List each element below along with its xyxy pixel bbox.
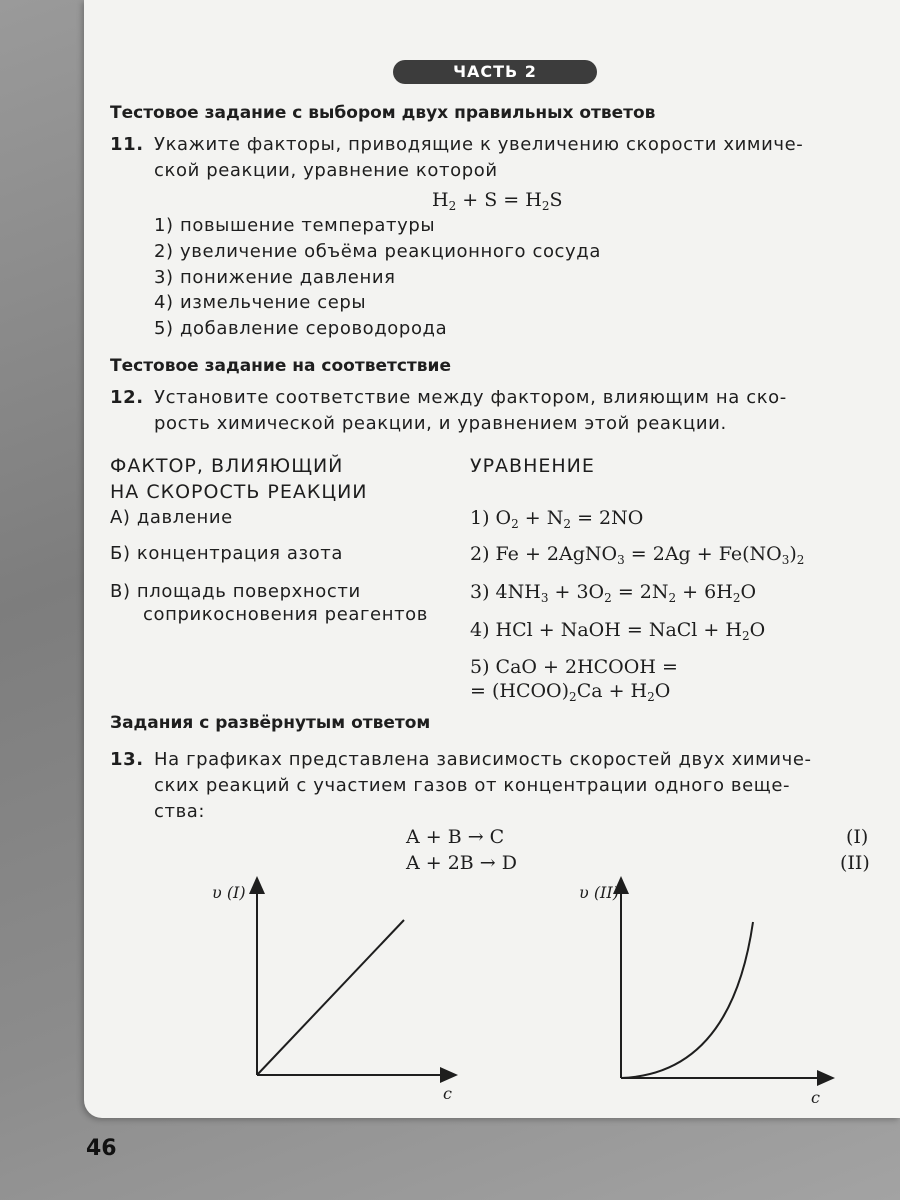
page-number: 46 bbox=[86, 1136, 117, 1161]
graph-ii-curve bbox=[621, 922, 753, 1078]
reaction-1: A + B → C bbox=[406, 826, 505, 848]
factor-header-line1: ФАКТОР, ВЛИЯЮЩИЙ bbox=[110, 455, 344, 477]
q11-option-3: 3) понижение давления bbox=[154, 267, 396, 288]
graph-ii-x-label: c bbox=[811, 1088, 820, 1107]
q11-option-2: 2) увеличение объёма реакционного сосуда bbox=[154, 241, 601, 262]
graph-ii bbox=[575, 878, 840, 1108]
graph-ii-svg bbox=[575, 878, 840, 1108]
factor-c-line1: В) площадь поверхности bbox=[110, 581, 361, 602]
factor-b: Б) концентрация азота bbox=[110, 543, 344, 564]
reaction-2: A + 2B → D bbox=[406, 852, 518, 874]
q11-number: 11. bbox=[110, 134, 144, 155]
reaction-2-label: (II) bbox=[840, 852, 870, 874]
q13-line3: ства: bbox=[154, 801, 206, 822]
q11-option-1: 1) повышение температуры bbox=[154, 215, 436, 236]
equation-header: УРАВНЕНИЕ bbox=[470, 455, 595, 477]
q13-line2: ских реакций с участием газов от концентрации одного веще- bbox=[154, 775, 791, 796]
equation-5-line1: 5) CaO + 2HCOOH = bbox=[470, 656, 678, 678]
q12-line1: Установите соответствие между фактором, влияющим на ско- bbox=[154, 387, 787, 408]
equation-3: 3) $4NH_3 + 3O_2 = 2N_2 + 6H_2O$ bbox=[470, 581, 757, 605]
graph-i-curve bbox=[257, 920, 404, 1075]
q11-option-4: 4) измельчение серы bbox=[154, 292, 367, 313]
factor-c-line2: соприкосновения реагентов bbox=[143, 604, 428, 625]
q11-line2: ской реакции, уравнение которой bbox=[154, 160, 498, 181]
equation-4: 4) HCl + NaOH = NaCl + $H_2O$ bbox=[470, 619, 766, 643]
q12-number: 12. bbox=[110, 387, 144, 408]
q11-line1: Укажите факторы, приводящие к увеличению скорости химиче- bbox=[154, 134, 804, 155]
equation-2: 2) Fe + 2AgNO$_3$ = $2Ag + Fe(NO_3)_2$ bbox=[470, 543, 805, 567]
graph-i bbox=[200, 878, 460, 1108]
section3-title: Задания с развёрнутым ответом bbox=[110, 713, 431, 733]
equation-1: 1) $O_2 + N_2 = 2NO$ bbox=[470, 507, 644, 531]
section2-title: Тестовое задание на соответствие bbox=[110, 356, 451, 376]
equation-5-line2: = $(HCOO)_2Ca + H_2O$ bbox=[470, 680, 671, 704]
graph-i-x-label: c bbox=[443, 1084, 452, 1103]
part-banner: ЧАСТЬ 2 bbox=[393, 60, 597, 84]
section1-title: Тестовое задание с выбором двух правильных ответов bbox=[110, 103, 656, 123]
q11-option-5: 5) добавление сероводорода bbox=[154, 318, 448, 339]
q13-number: 13. bbox=[110, 749, 144, 770]
factor-a: А) давление bbox=[110, 507, 233, 528]
q12-line2: рость химической реакции, и уравнением этой реакции. bbox=[154, 413, 727, 434]
factor-header-line2: НА СКОРОСТЬ РЕАКЦИИ bbox=[110, 481, 368, 503]
graph-i-svg bbox=[200, 878, 460, 1108]
q13-line1: На графиках представлена зависимость скоростей двух химиче- bbox=[154, 749, 812, 770]
reaction-1-label: (I) bbox=[846, 826, 869, 848]
q11-equation: $H_2 + S = H_2S$ bbox=[432, 189, 563, 213]
graph-ii-y-label: υ (II) bbox=[579, 883, 619, 902]
graph-i-y-label: υ (I) bbox=[212, 883, 246, 902]
